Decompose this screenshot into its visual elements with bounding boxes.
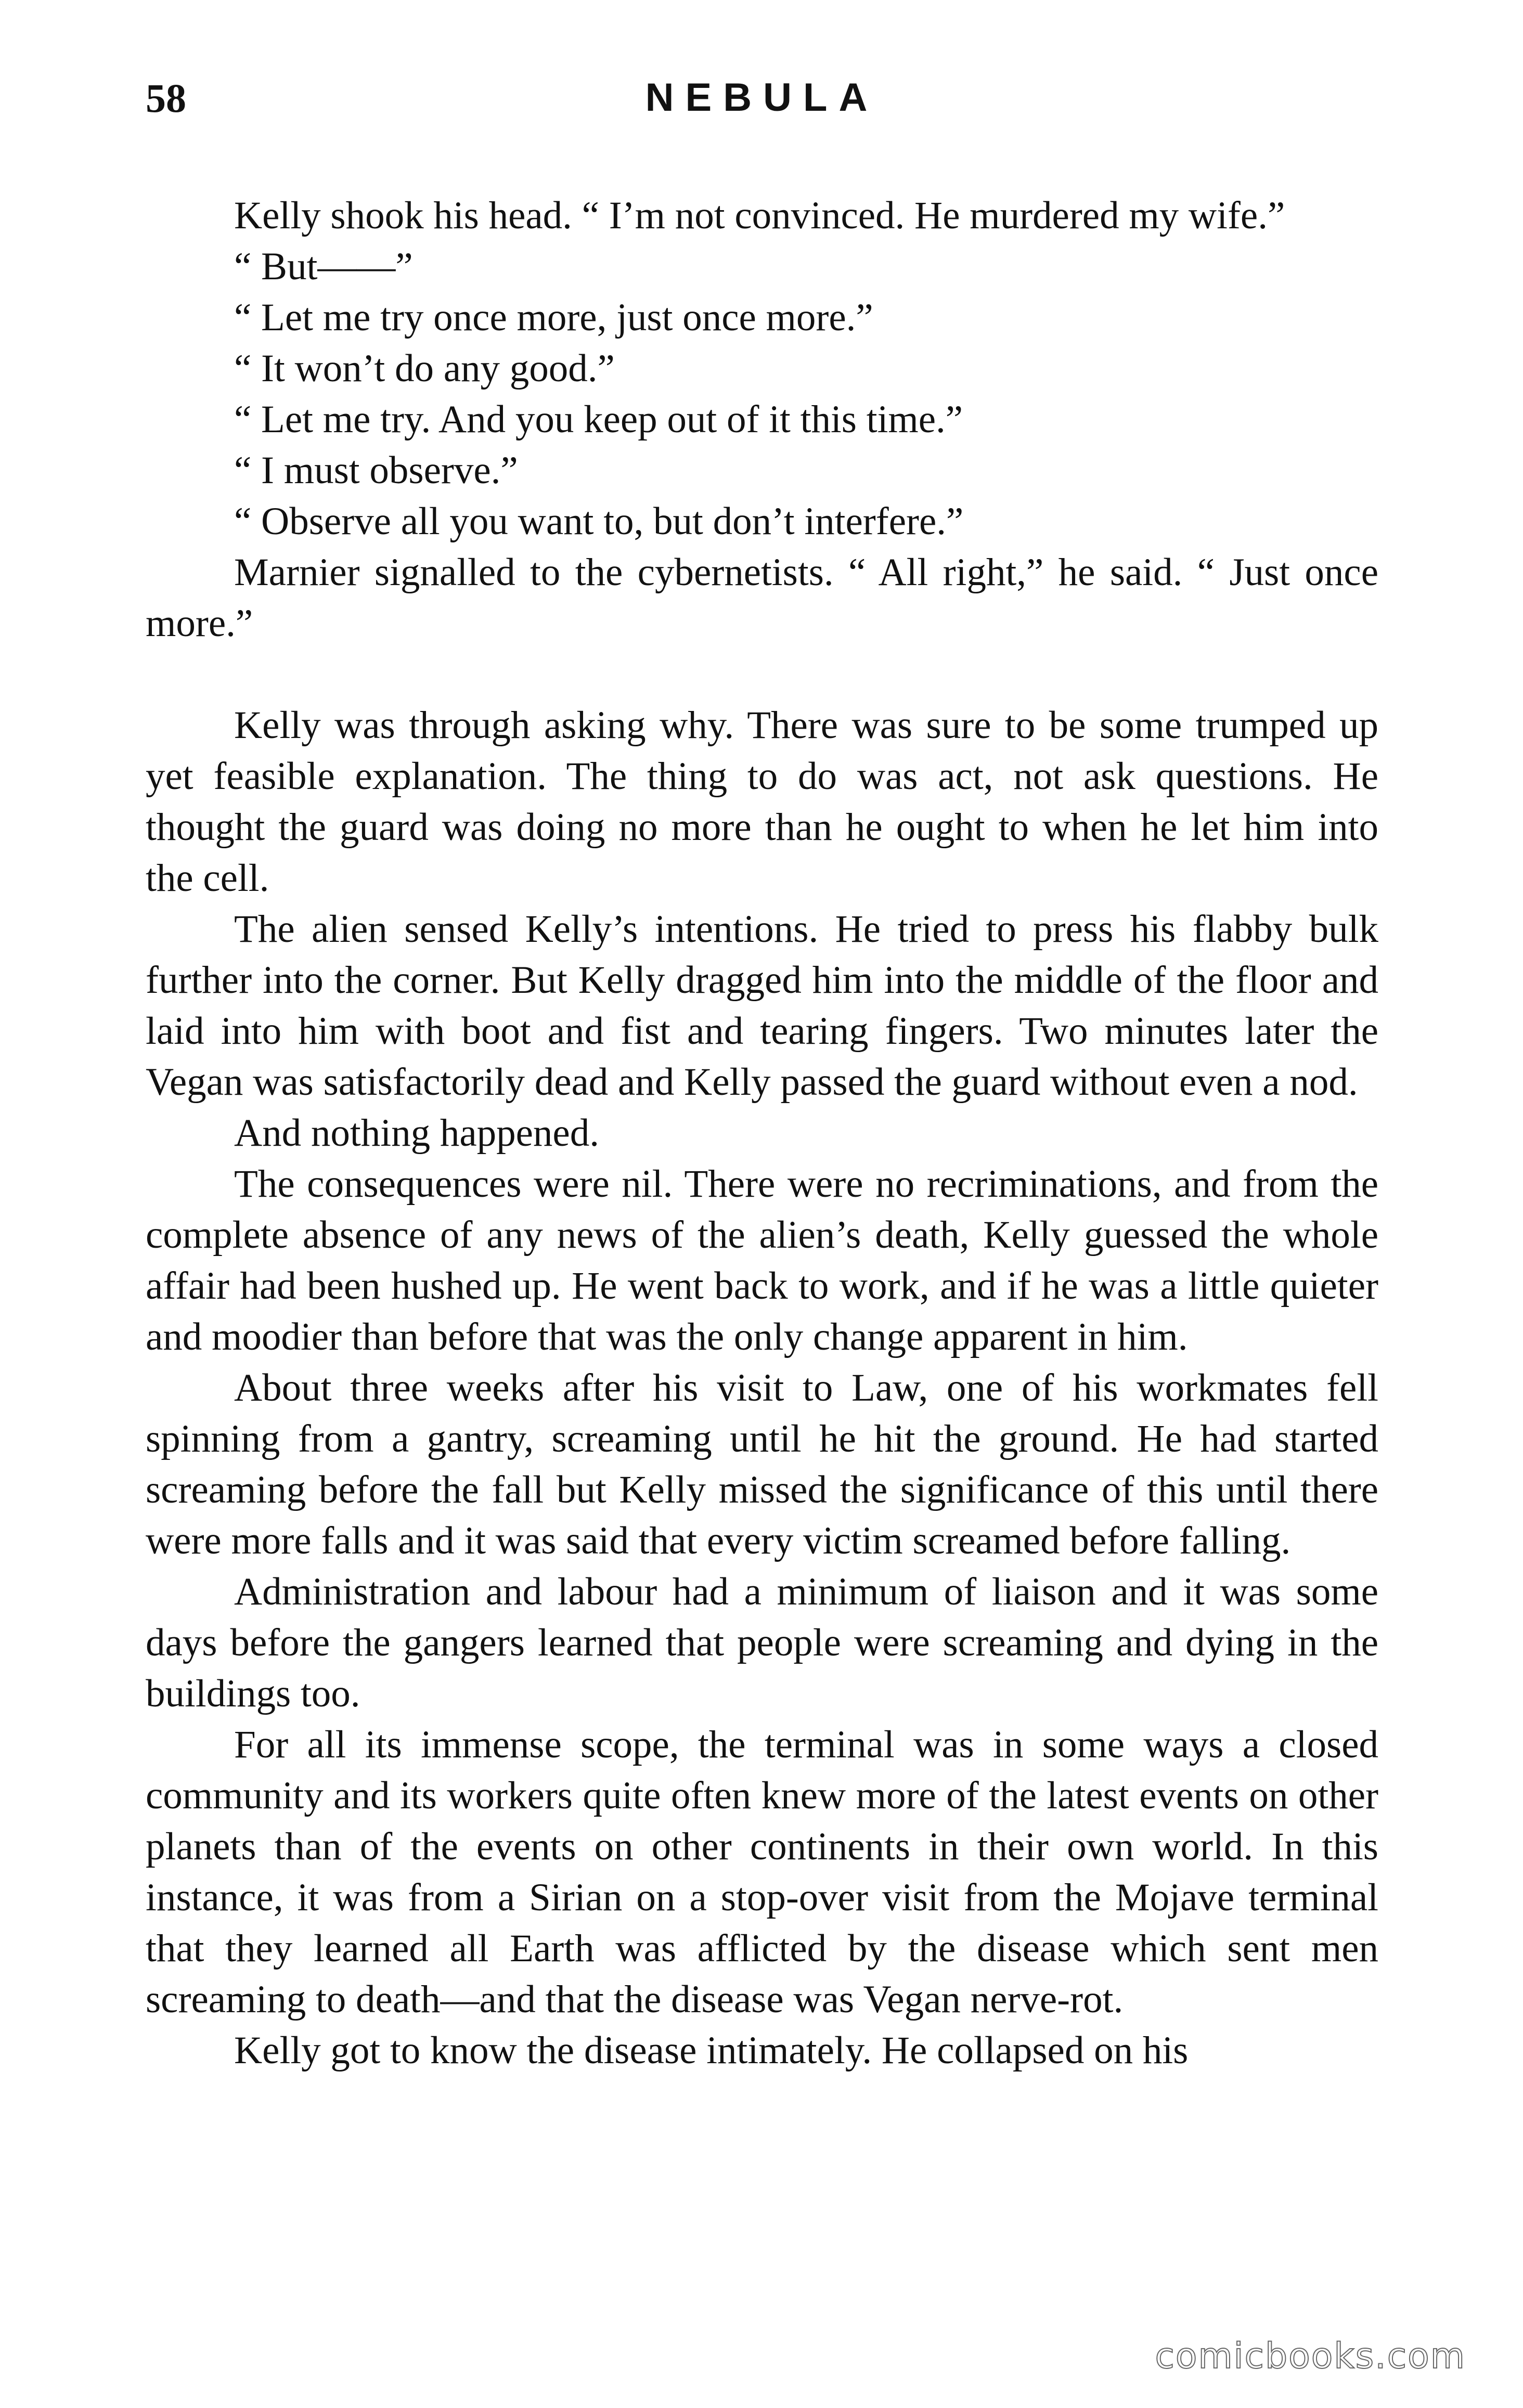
- body-text: [146, 190, 1378, 2076]
- paragraph: “ It won’t do any good.”: [234, 347, 615, 390]
- paragraph: The consequences were nil. There were no recriminations, and from the complete absence of any news of the alien’s death, Kelly guessed the whole affair had been hushed up. He went back to work, and if he was a little quieter and moodier than before that was the only change apparent in him.: [146, 1162, 1378, 1358]
- paragraph: “ Let me try. And you keep out of it this time.”: [234, 398, 963, 441]
- paragraph: And nothing happened.: [234, 1111, 599, 1155]
- paragraph: “ But——”: [234, 245, 413, 288]
- section-break: [146, 649, 1378, 700]
- paragraph: About three weeks after his visit to Law, one of his workmates fell spinning from a gantry, screaming until he hit the ground. He had started screaming before the fall but Kelly missed the significance of this until there were more falls and it was said that every victim screamed before falling.: [146, 1366, 1378, 1562]
- watermark: comicbooks.com: [1155, 2336, 1466, 2377]
- book-page: [146, 75, 1378, 2076]
- paragraph: Marnier signalled to the cybernetists. “ All right,” he said. “ Just once more.”: [146, 551, 1378, 645]
- running-head: NEBULA: [645, 75, 879, 120]
- paragraph: “ Observe all you want to, but don’t interfere.”: [234, 500, 964, 543]
- paragraph: Kelly was through asking why. There was sure to be some trumped up yet feasible explanation. The thing to do was act, not ask questions. He thought the guard was doing no more than he ought to when he let him into the cell.: [146, 704, 1378, 900]
- paragraph: The alien sensed Kelly’s intentions. He tried to press his flabby bulk further into the corner. But Kelly dragged him into the middle of the floor and laid into him with boot and fist and tearing fingers. Two minutes later the Vegan was satisfactorily dead and Kelly passed the guard without even a nod.: [146, 908, 1378, 1104]
- paragraph: “ Let me try once more, just once more.”: [234, 296, 873, 339]
- paragraph: Administration and labour had a minimum of liaison and it was some days before the gangers learned that people were screaming and dying in the buildings too.: [146, 1570, 1378, 1715]
- page-header: [146, 75, 1378, 140]
- paragraph: For all its immense scope, the terminal was in some ways a closed community and its workers quite often knew more of the latest events on other planets than of the events on other continents in their own world. In this instance, it was from a Sirian on a stop-over visit from the Mojave terminal that they learned all Earth was afflicted by the disease which sent men screaming to death—and that the disease was Vegan nerve-rot.: [146, 1723, 1378, 2021]
- paragraph: Kelly shook his head. “ I’m not convinced. He murdered my wife.”: [234, 194, 1285, 237]
- page-number: 58: [146, 75, 186, 121]
- paragraph: Kelly got to know the disease intimately. He collapsed on his: [234, 2029, 1189, 2072]
- paragraph: “ I must observe.”: [234, 449, 518, 492]
